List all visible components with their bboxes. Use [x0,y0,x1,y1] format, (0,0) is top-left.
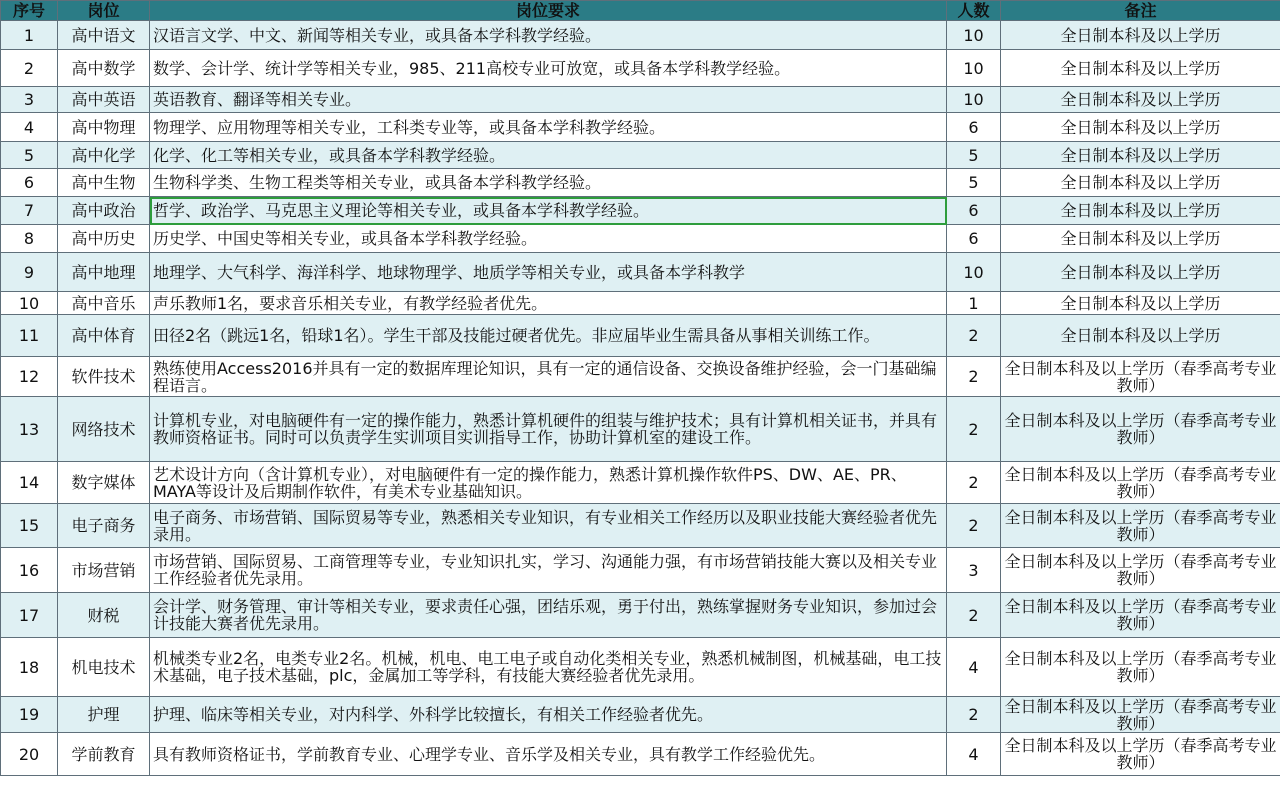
requirement-cell[interactable]: 田径2名（跳远1名，铅球1名）。学生干部及技能过硬者优先。非应届毕业生需具备从事相关训练工作。 [150,315,947,357]
count-cell[interactable]: 5 [947,142,1001,169]
table-row [1,733,1280,776]
count-cell[interactable]: 2 [947,593,1001,638]
count-cell[interactable]: 1 [947,292,1001,315]
requirement-cell[interactable]: 哲学、政治学、马克思主义理论等相关专业，或具备本学科教学经验。 [150,197,947,225]
count-cell[interactable]: 3 [947,548,1001,593]
requirement-cell[interactable]: 电子商务、市场营销、国际贸易等专业，熟悉相关专业知识，有专业相关工作经历以及职业技能大赛经验者优先录用。 [150,504,947,548]
seq-cell[interactable]: 3 [1,87,58,113]
count-cell[interactable]: 4 [947,733,1001,776]
position-cell[interactable]: 学前教育 [58,733,150,776]
count-cell[interactable]: 10 [947,21,1001,50]
requirement-cell[interactable]: 英语教育、翻译等相关专业。 [150,87,947,113]
requirement-cell[interactable]: 会计学、财务管理、审计等相关专业，要求责任心强，团结乐观，勇于付出，熟练掌握财务专业知识，参加过会计技能大赛者优先录用。 [150,593,947,638]
count-cell[interactable]: 2 [947,397,1001,462]
table-body [1,21,1280,776]
seq-cell[interactable]: 18 [1,638,58,697]
position-cell[interactable]: 护理 [58,697,150,733]
seq-cell[interactable]: 17 [1,593,58,638]
note-cell[interactable]: 全日制本科及以上学历（春季高考专业教师） [1001,462,1280,504]
note-cell[interactable]: 全日制本科及以上学历 [1001,113,1280,142]
seq-cell[interactable]: 2 [1,50,58,87]
header-count[interactable]: 人数 [947,1,1001,21]
requirement-cell[interactable]: 艺术设计方向（含计算机专业），对电脑硬件有一定的操作能力，熟悉计算机操作软件PS、DW、AE、PR、MAYA等设计及后期制作软件，有美术专业基础知识。 [150,462,947,504]
note-cell[interactable]: 全日制本科及以上学历 [1001,292,1280,315]
position-cell[interactable]: 高中历史 [58,225,150,253]
header-note[interactable]: 备注 [1001,1,1280,21]
position-cell[interactable]: 市场营销 [58,548,150,593]
requirement-cell[interactable]: 市场营销、国际贸易、工商管理等专业，专业知识扎实，学习、沟通能力强，有市场营销技能大赛以及相关专业工作经验者优先录用。 [150,548,947,593]
position-cell[interactable]: 高中物理 [58,113,150,142]
requirement-cell[interactable]: 计算机专业，对电脑硬件有一定的操作能力，熟悉计算机硬件的组装与维护技术；具有计算机相关证书，并具有教师资格证书。同时可以负责学生实训项目实训指导工作，协助计算机室的建设工作。 [150,397,947,462]
count-cell[interactable]: 10 [947,50,1001,87]
count-cell[interactable]: 2 [947,462,1001,504]
seq-cell[interactable]: 9 [1,253,58,292]
table-row [1,548,1280,593]
header-requirement[interactable]: 岗位要求 [150,1,947,21]
requirement-cell[interactable]: 汉语言文学、中文、新闻等相关专业，或具备本学科教学经验。 [150,21,947,50]
table-row [1,292,1280,315]
table-row [1,462,1280,504]
note-cell[interactable]: 全日制本科及以上学历 [1001,315,1280,357]
seq-cell[interactable]: 14 [1,462,58,504]
requirement-cell[interactable]: 化学、化工等相关专业，或具备本学科教学经验。 [150,142,947,169]
table-row [1,87,1280,113]
seq-cell[interactable]: 10 [1,292,58,315]
header-position[interactable]: 岗位 [58,1,150,21]
note-cell[interactable]: 全日制本科及以上学历（春季高考专业教师） [1001,548,1280,593]
seq-cell[interactable]: 16 [1,548,58,593]
count-cell[interactable]: 6 [947,225,1001,253]
table-row [1,638,1280,697]
count-cell[interactable]: 5 [947,169,1001,197]
seq-cell[interactable]: 19 [1,697,58,733]
requirement-cell[interactable]: 熟练使用Access2016并具有一定的数据库理论知识，具有一定的通信设备、交换设备维护经验，会一门基础编程语言。 [150,357,947,397]
count-cell[interactable]: 6 [947,197,1001,225]
table-row [1,113,1280,142]
table-row [1,225,1280,253]
note-cell[interactable]: 全日制本科及以上学历 [1001,169,1280,197]
note-cell[interactable]: 全日制本科及以上学历（春季高考专业教师） [1001,593,1280,638]
count-cell[interactable]: 10 [947,87,1001,113]
requirement-cell[interactable]: 机械类专业2名，电类专业2名。机械，机电、电工电子或自动化类相关专业，熟悉机械制图，机械基础，电工技术基础，电子技术基础，plc，金属加工等学科，有技能大赛经验者优先录用。 [150,638,947,697]
position-cell[interactable]: 机电技术 [58,638,150,697]
table-row [1,697,1280,733]
table-row [1,21,1280,50]
note-cell[interactable]: 全日制本科及以上学历（春季高考专业教师） [1001,697,1280,733]
table-row [1,169,1280,197]
position-cell[interactable]: 高中地理 [58,253,150,292]
count-cell[interactable]: 6 [947,113,1001,142]
table-row [1,504,1280,548]
table-row [1,315,1280,357]
requirement-cell[interactable]: 声乐教师1名，要求音乐相关专业，有教学经验者优先。 [150,292,947,315]
requirement-cell[interactable]: 生物科学类、生物工程类等相关专业，或具备本学科教学经验。 [150,169,947,197]
position-cell[interactable]: 高中语文 [58,21,150,50]
seq-cell[interactable]: 5 [1,142,58,169]
note-cell[interactable]: 全日制本科及以上学历（春季高考专业教师） [1001,397,1280,462]
position-cell[interactable]: 网络技术 [58,397,150,462]
header-row [1,1,1280,21]
header-seq[interactable]: 序号 [1,1,58,21]
table-row [1,142,1280,169]
count-cell[interactable]: 2 [947,504,1001,548]
note-cell[interactable]: 全日制本科及以上学历 [1001,225,1280,253]
note-cell[interactable]: 全日制本科及以上学历 [1001,253,1280,292]
table-row [1,197,1280,225]
seq-cell[interactable]: 15 [1,504,58,548]
count-cell[interactable]: 2 [947,357,1001,397]
position-cell[interactable]: 软件技术 [58,357,150,397]
note-cell[interactable]: 全日制本科及以上学历 [1001,142,1280,169]
requirement-cell[interactable]: 具有教师资格证书，学前教育专业、心理学专业、音乐学及相关专业，具有教学工作经验优先。 [150,733,947,776]
requirement-cell[interactable]: 护理、临床等相关专业，对内科学、外科学比较擅长，有相关工作经验者优先。 [150,697,947,733]
position-cell[interactable]: 高中化学 [58,142,150,169]
seq-cell[interactable]: 7 [1,197,58,225]
table-row [1,50,1280,87]
requirement-cell[interactable]: 数学、会计学、统计学等相关专业，985、211高校专业可放宽，或具备本学科教学经验。 [150,50,947,87]
note-cell[interactable]: 全日制本科及以上学历（春季高考专业教师） [1001,733,1280,776]
note-cell[interactable]: 全日制本科及以上学历（春季高考专业教师） [1001,638,1280,697]
position-cell[interactable]: 高中政治 [58,197,150,225]
position-cell[interactable]: 高中音乐 [58,292,150,315]
position-cell[interactable]: 高中数学 [58,50,150,87]
note-cell[interactable]: 全日制本科及以上学历 [1001,21,1280,50]
note-cell[interactable]: 全日制本科及以上学历 [1001,50,1280,87]
count-cell[interactable]: 4 [947,638,1001,697]
seq-cell[interactable]: 20 [1,733,58,776]
seq-cell[interactable]: 13 [1,397,58,462]
count-cell[interactable]: 10 [947,253,1001,292]
table-row [1,357,1280,397]
note-cell[interactable]: 全日制本科及以上学历 [1001,87,1280,113]
seq-cell[interactable]: 12 [1,357,58,397]
note-cell[interactable]: 全日制本科及以上学历（春季高考专业教师） [1001,504,1280,548]
seq-cell[interactable]: 8 [1,225,58,253]
seq-cell[interactable]: 6 [1,169,58,197]
table-row [1,253,1280,292]
seq-cell[interactable]: 4 [1,113,58,142]
position-cell[interactable]: 数字媒体 [58,462,150,504]
position-cell[interactable]: 电子商务 [58,504,150,548]
requirement-cell[interactable]: 物理学、应用物理等相关专业，工科类专业等，或具备本学科教学经验。 [150,113,947,142]
requirement-cell[interactable]: 历史学、中国史等相关专业，或具备本学科教学经验。 [150,225,947,253]
note-cell[interactable]: 全日制本科及以上学历（春季高考专业教师） [1001,357,1280,397]
position-cell[interactable]: 高中生物 [58,169,150,197]
position-cell[interactable]: 高中英语 [58,87,150,113]
table-row [1,397,1280,462]
seq-cell[interactable]: 11 [1,315,58,357]
count-cell[interactable]: 2 [947,315,1001,357]
note-cell[interactable]: 全日制本科及以上学历 [1001,197,1280,225]
position-cell[interactable]: 财税 [58,593,150,638]
count-cell[interactable]: 2 [947,697,1001,733]
position-cell[interactable]: 高中体育 [58,315,150,357]
requirement-cell[interactable]: 地理学、大气科学、海洋科学、地球物理学、地质学等相关专业，或具备本学科教学 [150,253,947,292]
seq-cell[interactable]: 1 [1,21,58,50]
table-row [1,593,1280,638]
